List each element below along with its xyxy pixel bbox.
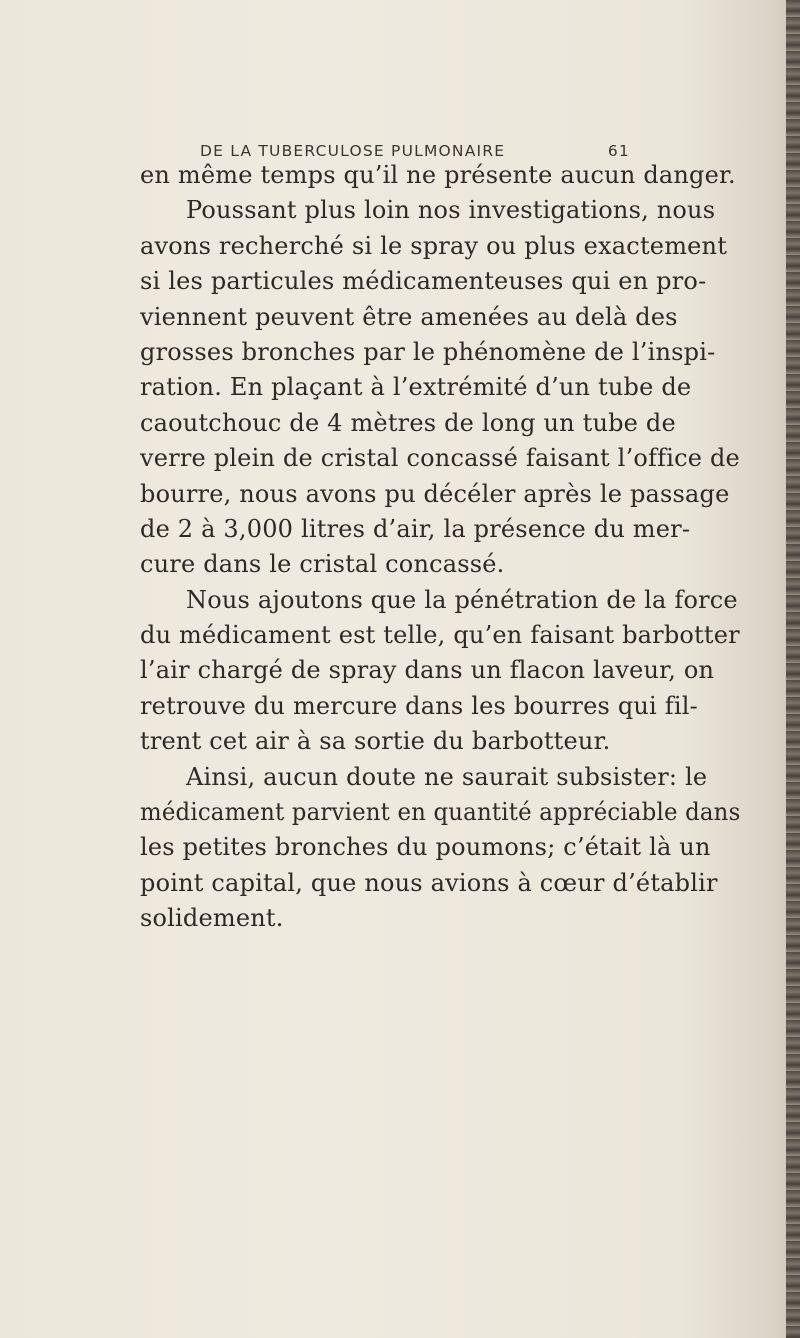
text-line: médicament parvient en quantité appréciable dans [140, 798, 741, 827]
text-line: retrouve du mercure dans les bourres qui fil- [140, 691, 698, 720]
text-line: Nous ajoutons que la pénétration de la force [186, 585, 738, 614]
text-line: viennent peuvent être amenées au delà des [140, 302, 678, 331]
text-line: l’air chargé de spray dans un flacon laveur, on [140, 656, 715, 685]
text-line: cure dans le cristal concassé. [140, 550, 505, 579]
text-line: verre plein de cristal concassé faisant l’office de [140, 444, 740, 473]
text-line: en même temps qu’il ne présente aucun danger. [140, 161, 736, 189]
text-line: grosses bronches par le phénomène de l’inspi- [140, 337, 716, 366]
text-line: Poussant plus loin nos investigations, nous [186, 196, 716, 225]
body-text [140, 158, 740, 937]
text-line: de 2 à 3,000 litres d’air, la présence du mer- [140, 514, 691, 543]
text-line: si les particules médicamenteuses qui en pro- [140, 267, 707, 296]
text-line: avons recherché si le spray ou plus exactement [140, 231, 728, 260]
page-number: 61 [607, 142, 630, 160]
text-line: bourre, nous avons pu décéler après le passage [140, 479, 730, 508]
page-edge [786, 0, 800, 1338]
text-line: Ainsi, aucun doute ne saurait subsister: le [186, 762, 708, 791]
text-line: les petites bronches du poumons; c’était là un [140, 833, 711, 862]
text-line: caoutchouc de 4 mètres de long un tube de [140, 408, 676, 437]
text-line: trent cet air à sa sortie du barbotteur. [140, 727, 611, 756]
text-line: du médicament est telle, qu’en faisant barbotter [140, 621, 740, 650]
text-line: solidement. [140, 904, 284, 933]
text-line: ration. En plaçant à l’extrémité d’un tube de [140, 373, 692, 402]
running-head-title: DE LA TUBERCULOSE PULMONAIRE [200, 142, 506, 160]
text-line: point capital, que nous avions à cœur d’établir [140, 868, 718, 897]
